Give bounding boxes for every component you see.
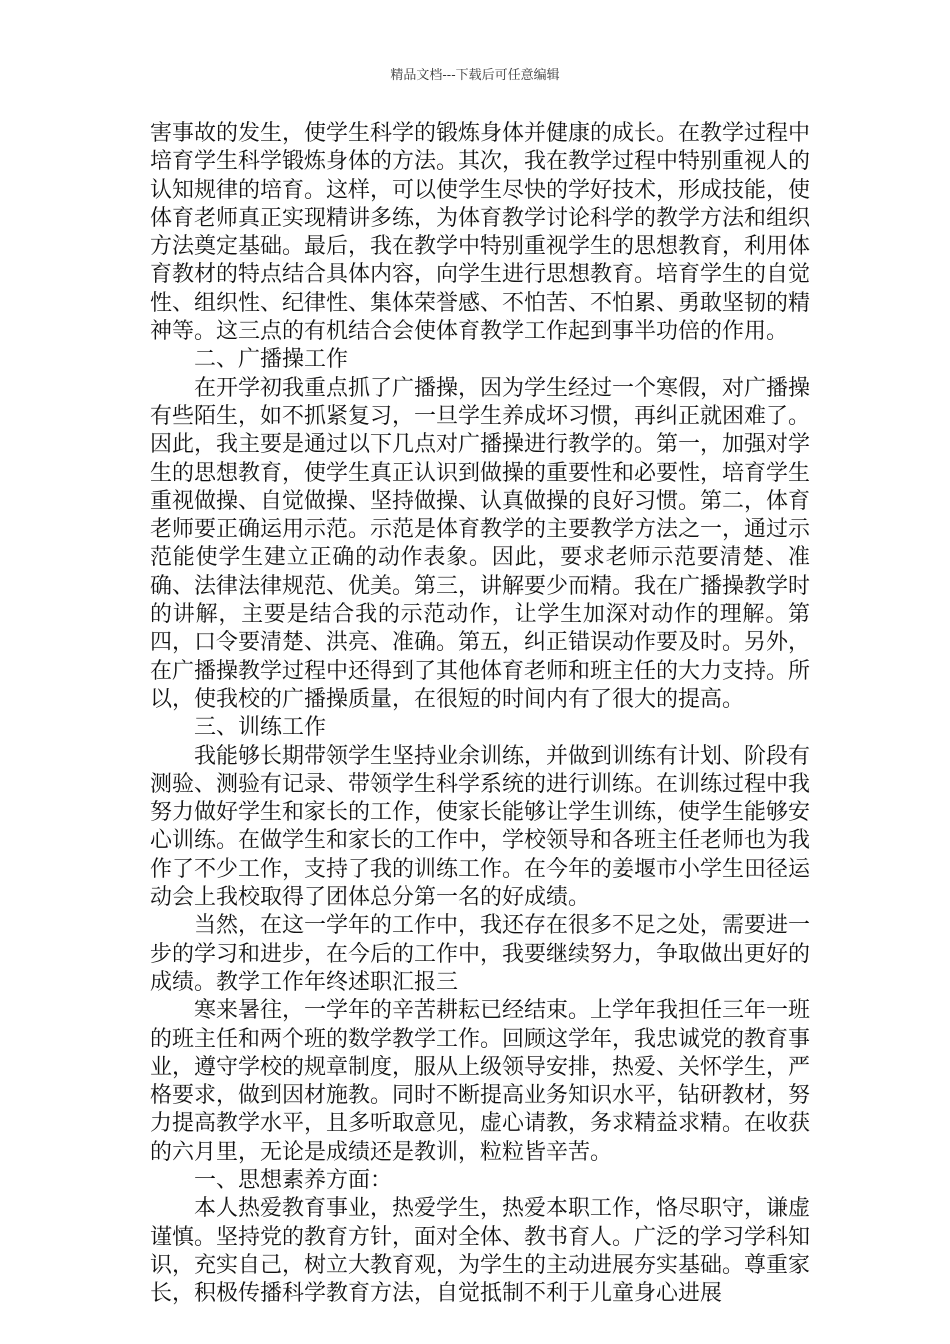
paragraph: 害事故的发生，使学生科学的锻炼身体并健康的成长。在教学过程中培育学生科学锻炼身体的方法。其次，我在教学过程中特别重视人的认知规律的培育。这样，可以使学生尽快的学好技术，形成技能，使体育老师真正实现精讲多练，为体育教学讨论科学的教学方法和组织方法奠定基础。最后，我在教学中特别重视学生的思想教育，利用体育教材的特点结合具体内容，向学生进行思想教育。培育学生的自觉性、组织性、纪律性、集体荣誉感、不怕苦、不怕累、勇敢坚韧的精神等。这三点的有机结合会使体育教学工作起到事半功倍的作用。 [150, 121, 811, 345]
paragraph: 我能够长期带领学生坚持业余训练，并做到训练有计划、阶段有测验、测验有记录、带领学生科学系统的进行训练。在训练过程中我努力做好学生和家长的工作，使家长能够让学生训练，使学生能够安心训练。在做学生和家长的工作中，学校领导和各班主任老师也为我作了不少工作，支持了我的训练工作。在今年的姜堰市小学生田径运动会上我校取得了团体总分第一名的好成绩。 [150, 743, 811, 911]
paragraph: 当然，在这一学年的工作中，我还存在很多不足之处，需要进一步的学习和进步，在今后的工作中，我要继续努力，争取做出更好的成绩。教学工作年终述职汇报三 [150, 913, 811, 995]
section-heading: 二、广播操工作 [194, 347, 349, 373]
section-heading: 三、训练工作 [194, 715, 327, 741]
paragraph: 本人热爱教育事业，热爱学生，热爱本职工作，恪尽职守，谦虚谨慎。坚持党的教育方针，面对全体、教书育人。广泛的学习学科知识，充实自己，树立大教育观，为学生的主动进展夯实基础。尊重家长，积极传播科学教育方法，自觉抵制不利于儿童身心进展 [150, 1196, 811, 1307]
paragraph: 寒来暑往，一学年的辛苦耕耘已经结束。上学年我担任三年一班的班主任和两个班的数学教学工作。回顾这学年，我忠诚党的教育事业，遵守学校的规章制度，服从上级领导安排，热爱、关怀学生，严格要求，做到因材施教。同时不断提高业务知识水平，钻研教材，努力提高教学水平，且多听取意见，虚心请教，务求精益求精。在收获的六月里，无论是成绩还是教训，粒粒皆辛苦。 [150, 998, 811, 1165]
paragraph: 在开学初我重点抓了广播操，因为学生经过一个寒假，对广播操有些陌生，如不抓紧复习，一旦学生养成坏习惯，再纠正就困难了。因此，我主要是通过以下几点对广播操进行教学的。第一，加强对学生的思想教育，使学生真正认识到做操的重要性和必要性，培育学生重视做操、自觉做操、坚持做操、认真做操的良好习惯。第二，体育老师要正确运用示范。示范是体育教学的主要教学方法之一，通过示范能使学生建立正确的动作表象。因此，要求老师示范要清楚、准确、法律法律规范、优美。第三，讲解要少而精。我在广播操教学时的讲解，主要是结合我的示范动作，让学生加深对动作的理解。第四，口令要清楚、洪亮、准确。第五，纠正错误动作要及时。另外，在广播操教学过程中还得到了其他体育老师和班主任的大力支持。所以，使我校的广播操质量，在很短的时间内有了很大的提高。 [150, 375, 811, 712]
section-heading: 一、思想素养方面： [194, 1167, 393, 1193]
document-body [150, 120, 810, 1308]
page-header: 精品文档---下载后可任意编辑 [390, 68, 560, 83]
